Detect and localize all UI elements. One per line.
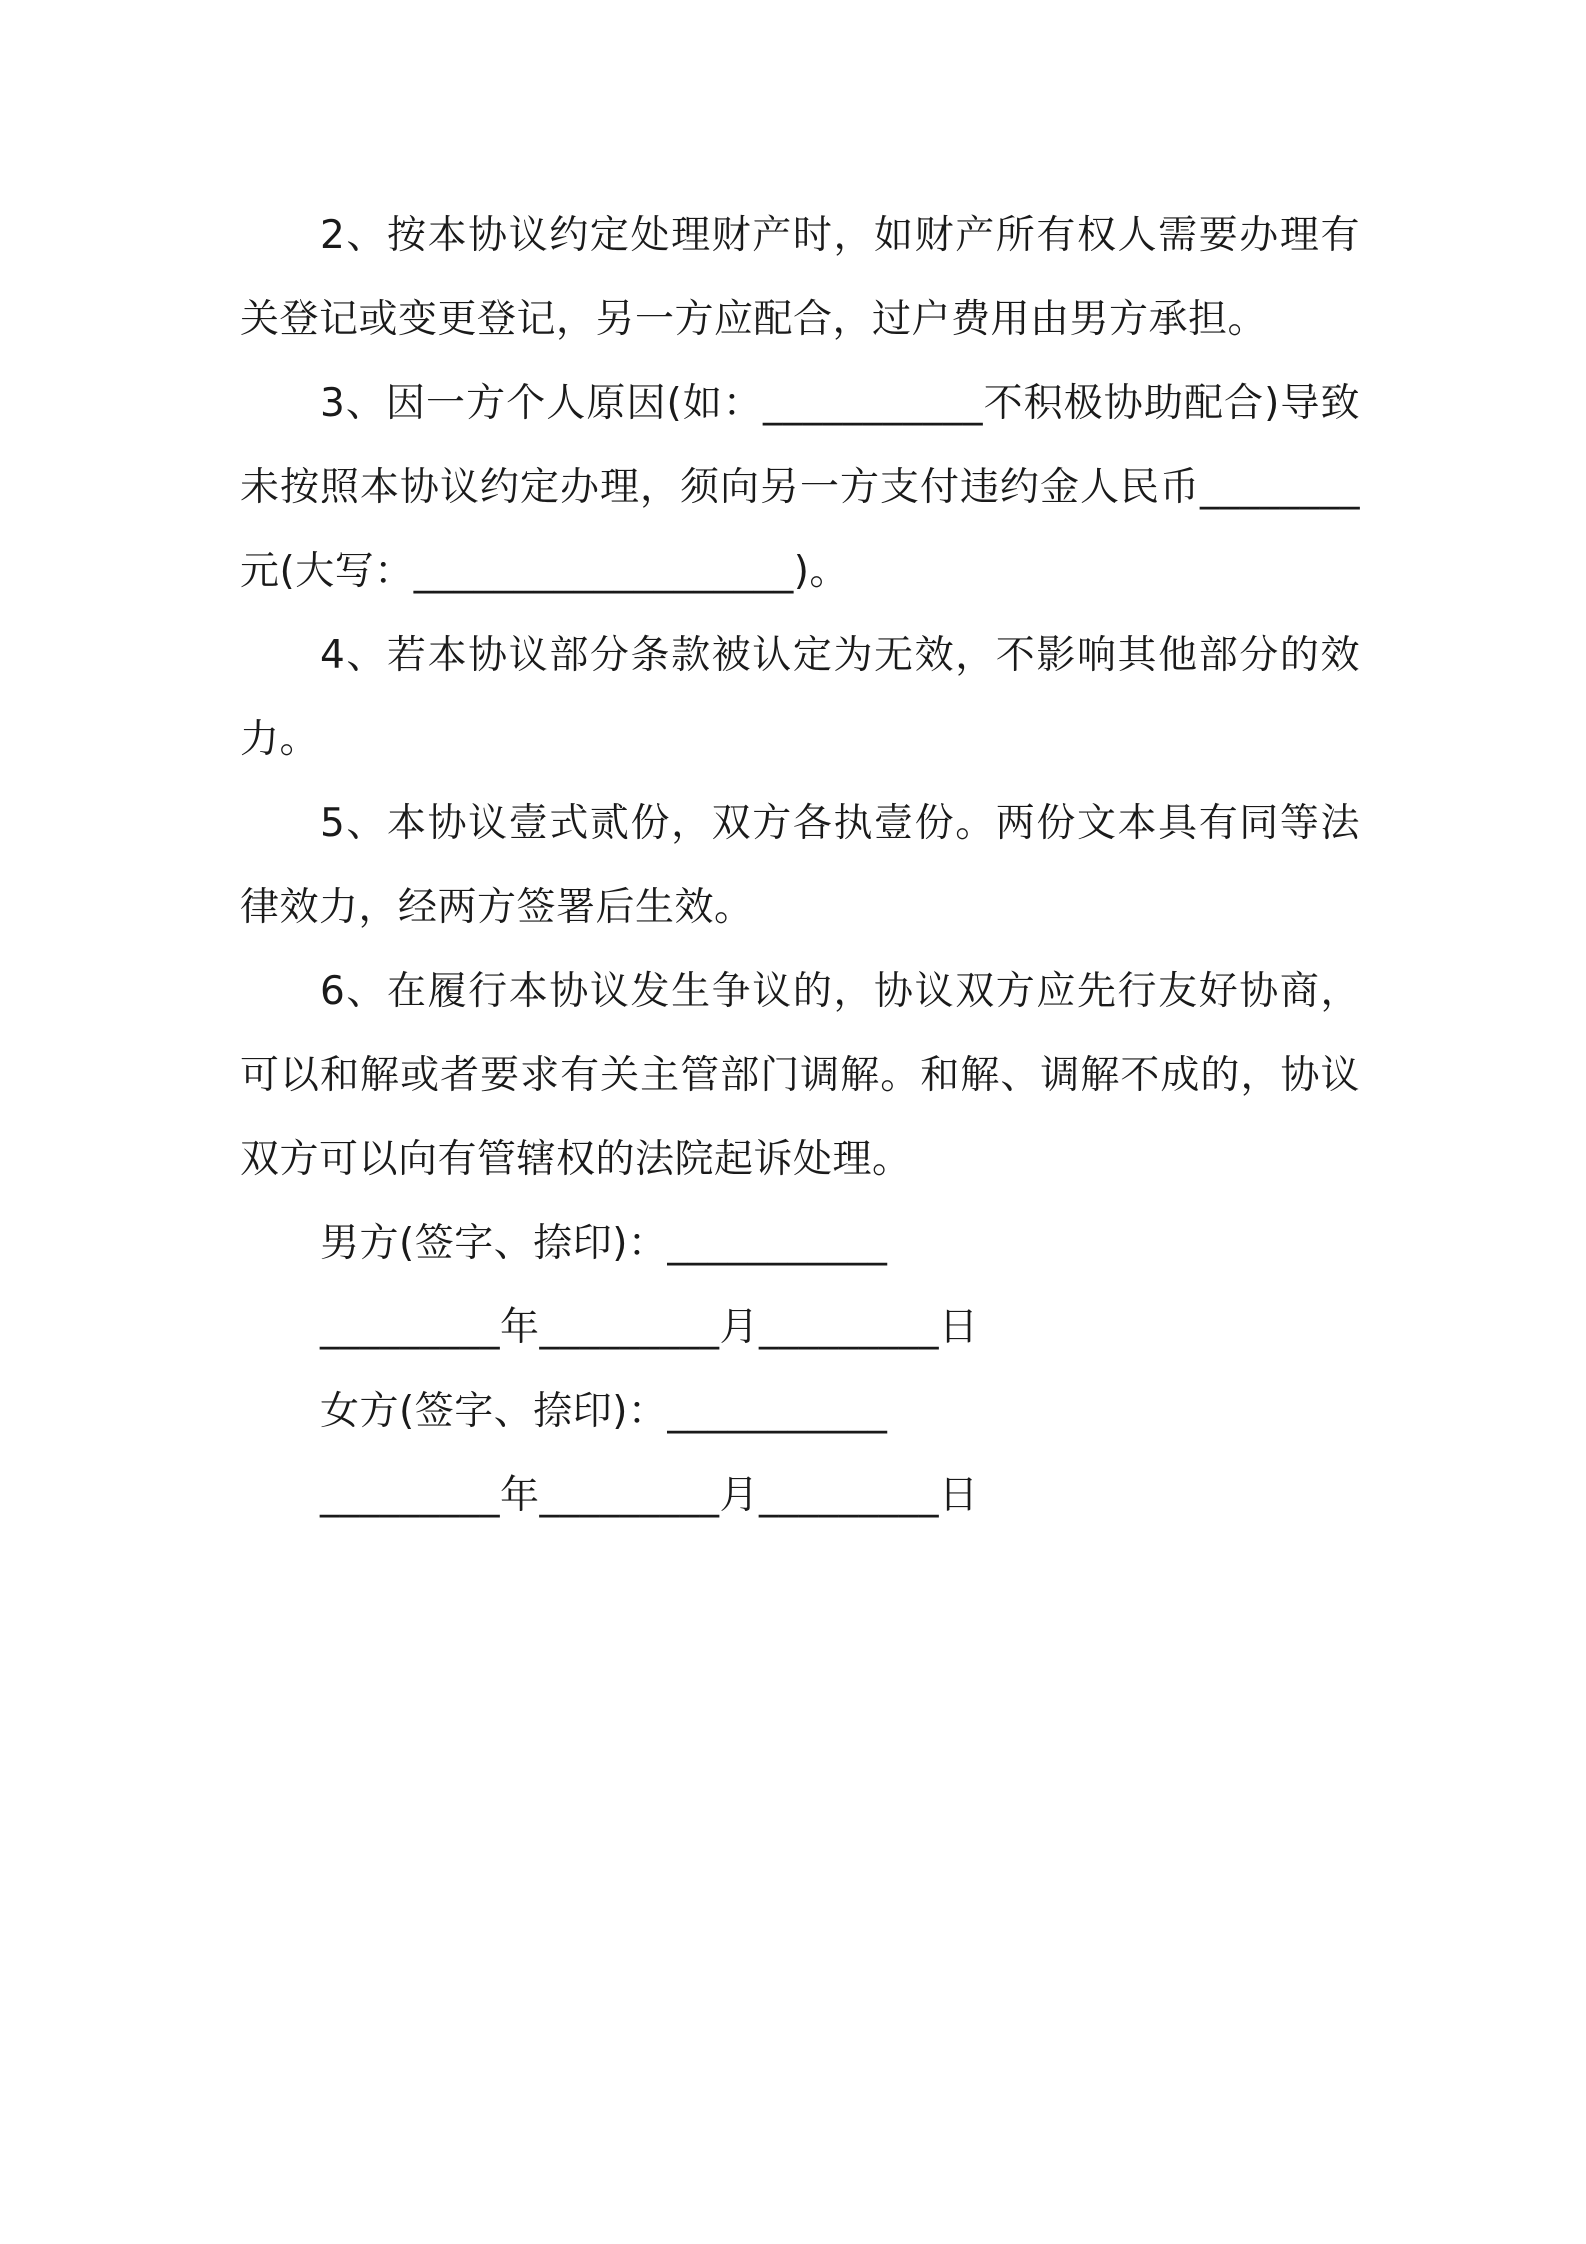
- document-body: [240, 194, 1360, 1538]
- signature-block: [240, 1202, 1360, 1538]
- clause-line: 4、若本协议部分条款被认定为无效，不影响其他部分的效: [320, 633, 1360, 678]
- clause-line: 6、在履行本协议发生争议的，协议双方应先行友好协商，: [320, 969, 1360, 1014]
- female-signature-line: 女方(签字、捺印)：___________: [320, 1389, 888, 1434]
- clause-line: 双方可以向有管辖权的法院起诉处理。: [240, 1137, 912, 1182]
- clause-line: 5、本协议壹式贰份，双方各执壹份。两份文本具有同等法: [320, 801, 1360, 846]
- clause-2: [240, 194, 1360, 362]
- clause-3: [240, 362, 1360, 614]
- clause-6: [240, 950, 1360, 1202]
- clause-line: 力。: [240, 717, 320, 762]
- clause-4: [240, 614, 1360, 782]
- clause-line: 3、因一方个人原因(如：___________不积极协助配合)导致: [320, 381, 1360, 426]
- clause-line: 关登记或变更登记，另一方应配合，过户费用由男方承担。: [240, 297, 1268, 342]
- clause-line: 元(大写：___________________)。: [240, 549, 849, 594]
- male-signature-line: 男方(签字、捺印)：___________: [320, 1221, 888, 1266]
- clause-line: 2、按本协议约定处理财产时，如财产所有权人需要办理有: [320, 213, 1360, 258]
- female-date-line: _________年_________月_________日: [320, 1473, 979, 1518]
- clause-line: 未按照本协议约定办理，须向另一方支付违约金人民币________: [240, 465, 1360, 510]
- clause-line: 可以和解或者要求有关主管部门调解。和解、调解不成的，协议: [240, 1053, 1360, 1098]
- clause-line: 律效力，经两方签署后生效。: [240, 885, 754, 930]
- male-date-line: _________年_________月_________日: [320, 1305, 979, 1350]
- clause-5: [240, 782, 1360, 950]
